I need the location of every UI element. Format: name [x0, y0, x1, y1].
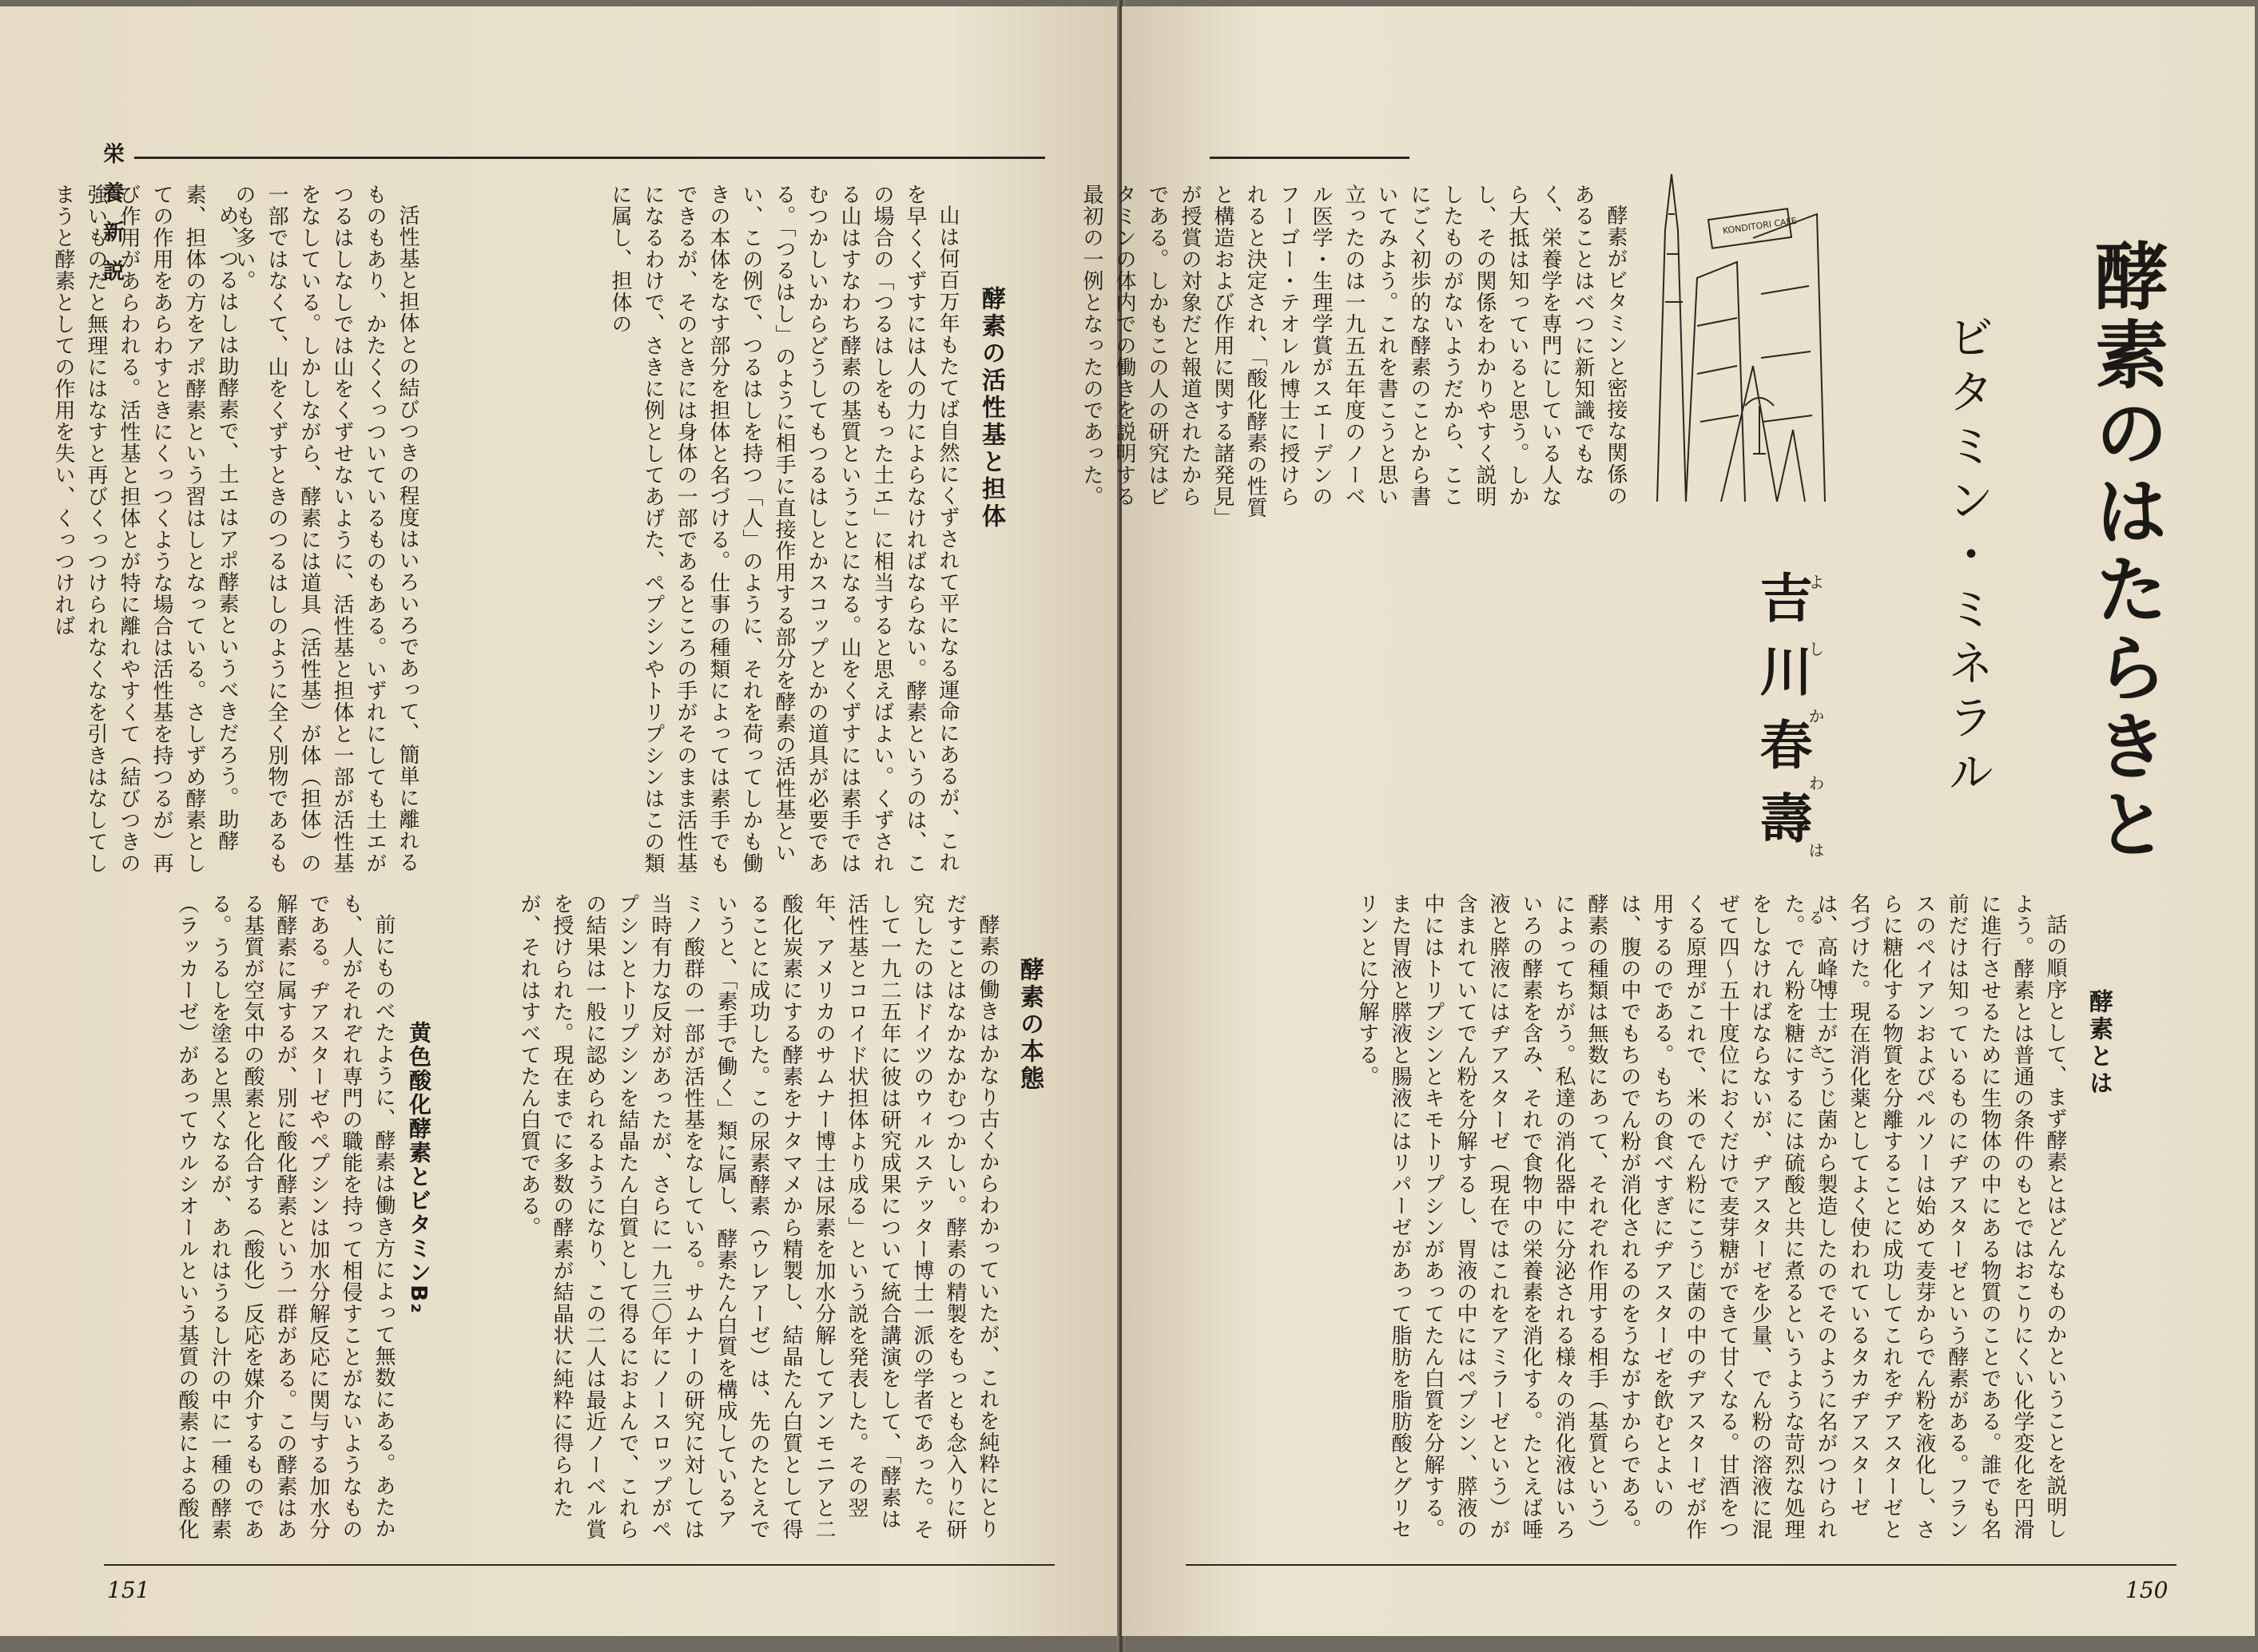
page-number: 150 [2125, 1577, 2169, 1603]
section-heading: 酵素とは [2085, 989, 2113, 1098]
section-heading: 酵素の本態 [1016, 957, 1044, 1093]
cafe-street-sketch [1633, 166, 1841, 502]
author-name: 吉川春壽 [1751, 570, 1812, 864]
left-page [0, 6, 1122, 1636]
text-column: 山は何百万年もたてば自然にくずされて平になる運命にあるが、これを早くくずすには人の力によらなければならない。酵素というのは、この場合の「つるはしをもった土エ」に相当すると思えばよい。くずされる山はすなわち酵素の基質ということになる。山をくずすには素手ではむつかしいからどうしてもつるはしとかスコップとかの道具が必要である。「つるはし」のように相手に直接作用する部分を酵素の活性基といい、この例で、つるはしを持つ「人」のように、それを荷ってしかも働きの本体をなす部分を担体と名づける。仕事の種類によっては素手でもできるが、そのときには身体の一部であるところの手がそのまま活性基になるわけで、さきに例としてあげた、ペプシンやトリプシンはこの類に属し、担体の [608, 184, 960, 874]
intro-column: 酵素がビタミンと密接な関係のあることはべつに新知識でもなく、栄養学を専門にしている人なら大抵は知っていると思う。しかし、その関係をわかりやすく説明したものがないようだから、ここにごく初歩的な酵素のことから書いてみよう。これを書こうと思い立ったのは一九五五年度のノーベル医学・生理学賞がスエーデンのフーゴー・テオレル博士に授けられると決定され、「酸化酵素の性質と構造および作用に関する諸発見」が授賞の対象だと報道されたからである。しかもこの人の研究はビタミンの体内での働きを説明する最初の一例となったのであった。 [1079, 184, 1628, 518]
text-column: 酵素の働きはかなり古くからわかっていたが、これを純粋にとりだすことはなかなかむつかしい。酵素の精製をもっとも念入りに研究したのはドイツのウィルステッター博士一派の学者であった。そして一九二五年に彼は研究成果について統合講演をして、「酵素は活性基とコロイド状担体より成る」という説を発表した。その翌年、アメリカのサムナー博士は尿素を加水分解してアンモニアと二酸化炭素にする酵素をナタマメから精製し、結晶たん白質として得ることに成功した。この尿素酵素（ウレアーゼ）は、先のたとえでいうと、「素手で働く」類に属し、酵素たん白質を構成しているアミノ酸群の一部が活性基をなしている。サムナーの研究に対しては当時有力な反対があったが、さらに一九三〇年にノースロップがペプシンとトリプシンを結晶たん白質として得るにおよんで、これらの結果は一般に認められるようになり、この二人は最近ノーベル賞を授けられた。現在までに多数の酵素が結晶状に純粋に得られたが、それはすべてたん白質である。 [517, 893, 1000, 1540]
page-number: 151 [107, 1577, 150, 1603]
right-page [1079, 6, 2255, 1636]
section-heading: 酵素の活性基と担体 [977, 286, 1005, 530]
section-heading: 黄色酸化酵素とビタミンB₂ [406, 1021, 432, 1315]
article-subtitle: ビタミン・ミネラル [1940, 313, 1994, 802]
article-title: 酵素のはたらきと [2083, 238, 2169, 864]
top-rule [1210, 157, 1409, 159]
bottom-rule [104, 1564, 1055, 1566]
sketch-sign: KONDITORI CAFE [1722, 215, 1798, 236]
author-reading: よしかわはるひさ [1806, 574, 1825, 1110]
text-column: 話の順序として、まず酵素とはどんなものかということを説明しよう。酵素とは普通の条件のもとではおこりにくい化学変化を円滑に進行させるために生物体の中にある物質のことである。誰でも名前だけは知っているものにヂアスターゼという酵素がある。フランスのペイアンおよびペルソーは始めて麦芽からでん粉を液化し、さらに糖化する物質を分離することに成功してこれをヂアスターゼと名づけた。現在消化薬としてよく使われているタカヂアスターゼは、高峰博士がこうじ菌から製造したのでそのように名がつけられた。でん粉を糖にするには硫酸と共に煮るというような苛烈な処理をしなければならないが、ヂアスターゼを少量、でん粉の溶液に混ぜて四〜五十度位におくだけで麦芽糖ができて甘くなる。甘酒をつくる原理がこれで、米のでん粉にこうじ菌の中のヂアスターゼが作用するのである。もちの食べすぎにヂアスターゼを飲むとよいのは、腹の中でもちのでん粉が消化されるのをうながすからである。酵素の種類は無数にあって、それぞれ作用する相手（基質という）によってちがう。私達の消化器中に分泌される様々の消化液はいろいろの酵素を含み、それで食物中の栄養素を消化する。たとえば唾液と膵液にはヂアスターゼ（現在ではこれをアミラーゼという）が含まれていてでん粉を分解するし、胃液の中にはペプシン、膵液の中にはトリプシンとキモトリプシンがあってたん白質を分解する。また胃液と膵液と腸液にはリパーゼがあって脂肪を脂肪酸とグリセリンとに分解する。 [1355, 893, 2067, 1540]
top-rule [134, 157, 1045, 159]
text-column: 活性基と担体との結びつきの程度はいろいろであって、簡単に離れるものもあり、かたくくっついているものもある。いずれにしても土エがつるはしなしでは山をくずせないように、活性基と担体と一部が活性基をなしている。しかしながら、酵素には道具（活性基）が体（担体）の一部ではなくて、山をくずすときのつるはしのように全く別物であるものも多い。 [232, 184, 419, 874]
bottom-rule [1186, 1564, 2177, 1566]
text-column: 前にものべたように、酵素は働き方によって無数にある。あたかも、人がそれぞれ専門の職能を持って相侵すことがないようなものである。ヂアスターゼやペプシンは加水分解反応に関与する加水分解酵素に属するが、別に酸化酵素という一群がある。この酵素はある基質が空気中の酸素と化合する（酸化）反応を媒介するものである。うるしを塗ると黒くなるが、あれはうるし汁の中に一種の酵素（ラッカーゼ）があってウルシオールという基質の酸素による酸化 [175, 893, 396, 1540]
text-column: め、つるはしは助酵素で、土エはアポ酵素というべきだろう。助酵素、担体の方をアポ酵素という習はしとなっている。さしずめ酵素としての作用をあらわすときにくっつくような場合は活性基を持つるが）再び作用があらわれる。活性基と担体とが特に離れやすくて（結びつきの強いものだと無理にはなすと再びくっつけられなくなを引きはなしてしまうと酵素としての作用を失い、くっつければ [51, 184, 239, 874]
running-head: 栄養新説 [99, 142, 124, 299]
